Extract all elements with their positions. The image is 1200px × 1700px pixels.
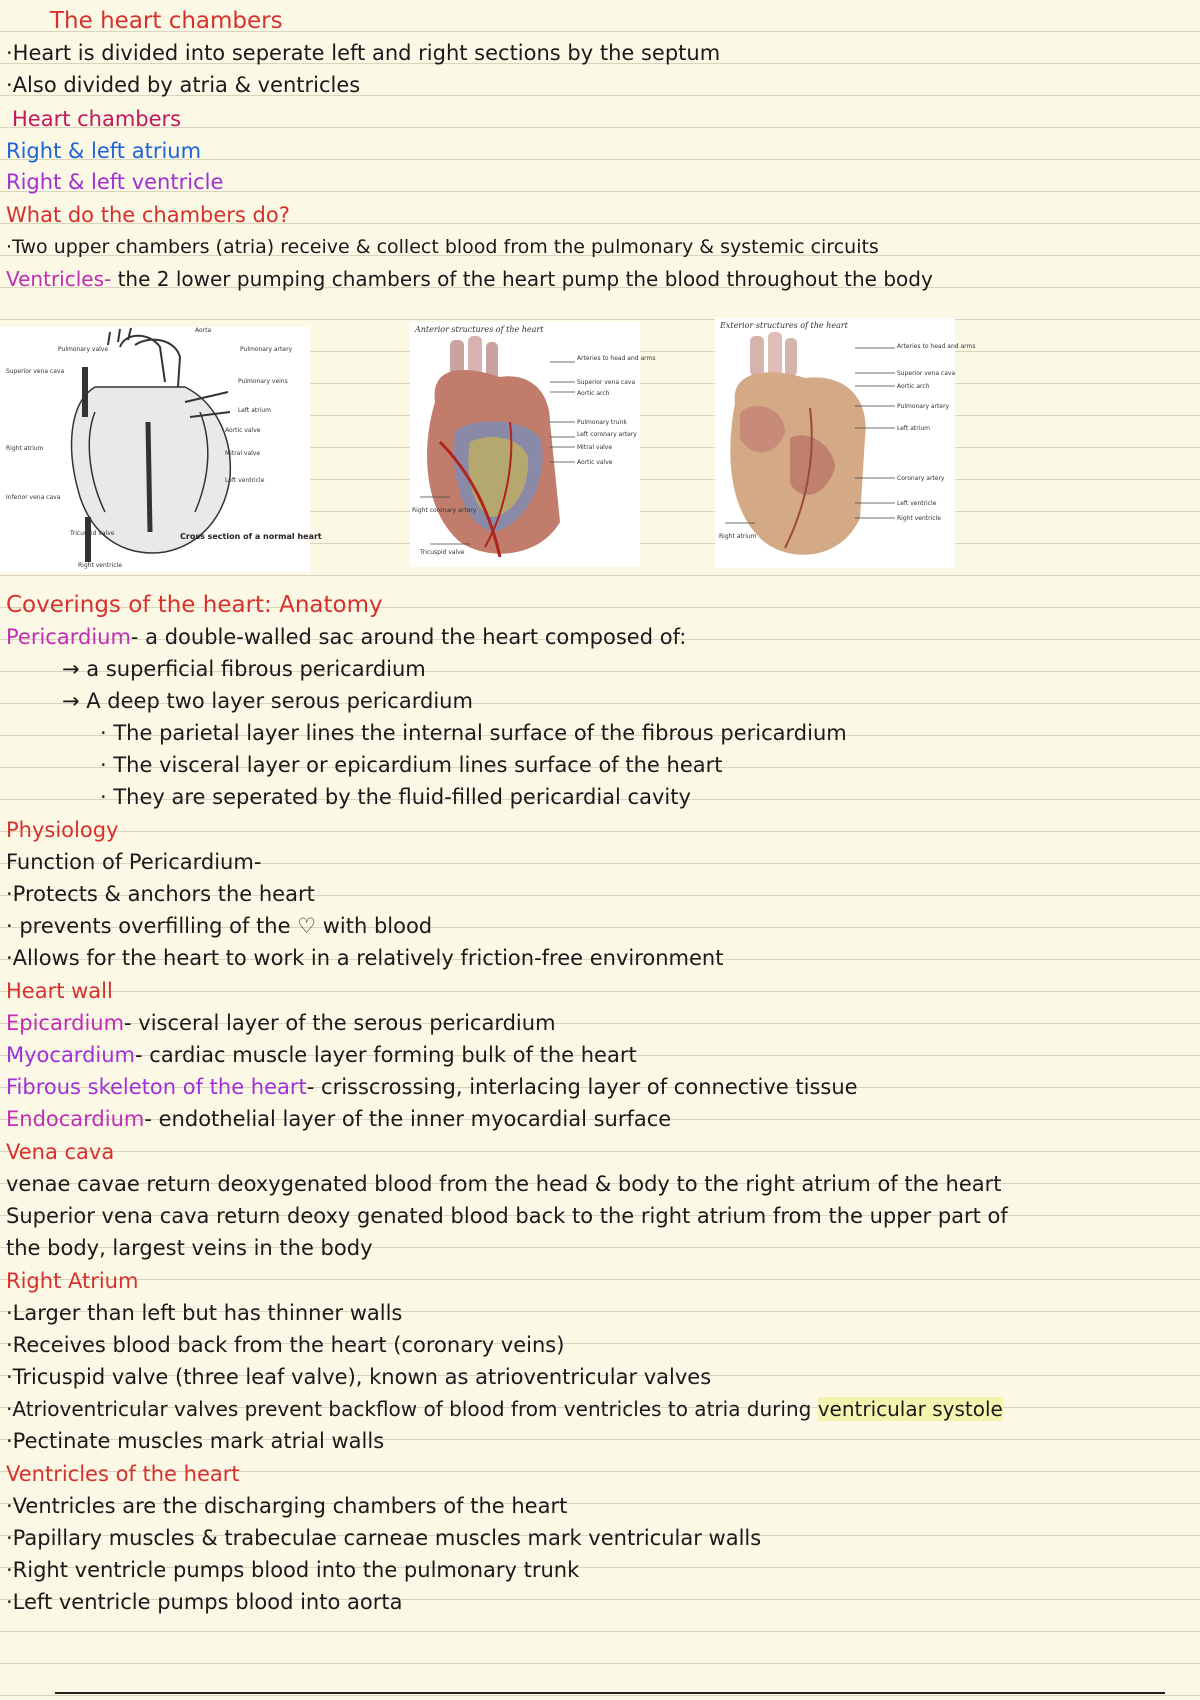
- vena-cava-heading: Vena cava: [6, 1140, 115, 1164]
- question-heading: What do the chambers do?: [6, 203, 290, 227]
- diagram-label: Left atrium: [238, 407, 272, 414]
- diagram-label: Aortic valve: [225, 427, 261, 434]
- figure-label: Right ventricle: [897, 515, 941, 522]
- figure-label: Arteries to head and arms: [577, 355, 656, 362]
- figure-label: Left ventricle: [897, 500, 937, 507]
- wall-layer-term: Endocardium: [6, 1107, 145, 1131]
- figure-caption: Anterior structures of the heart: [415, 325, 544, 334]
- function-heading: Function of Pericardium-: [6, 850, 262, 874]
- diagram-label: Pulmonary veins: [238, 378, 288, 385]
- av-valve-line: [6, 1394, 1003, 1424]
- vena-cava-line: the body, largest veins in the body: [6, 1236, 373, 1260]
- diagram-label: Pulmonary artery: [240, 346, 293, 353]
- pericardium-line: [6, 622, 686, 652]
- ventricles-text: the 2 lower pumping chambers of the heart pump the blood throughout the body: [111, 267, 933, 291]
- pericardium-subitem: → A deep two layer serous pericardium: [62, 689, 473, 713]
- ventricle-item-line: ·Right ventricle pumps blood into the pulmonary trunk: [6, 1558, 580, 1582]
- figure-label: Right atrium: [719, 533, 757, 540]
- pericardium-label: Pericardium: [6, 625, 131, 649]
- pericardium-definition: - a double-walled sac around the heart composed of:: [130, 625, 687, 649]
- chambers-heading: Heart chambers: [12, 107, 182, 131]
- diagram-label: Right ventricle: [78, 562, 122, 569]
- diagram-label: Tricuspid valve: [70, 530, 115, 537]
- function-item: ·Allows for the heart to work in a relatively friction-free environment: [6, 946, 724, 970]
- serous-layer-item: · They are seperated by the fluid-filled pericardial cavity: [100, 785, 691, 809]
- diagram-label: Pulmonary valve: [58, 346, 109, 353]
- ventricles-heading: Ventricles of the heart: [6, 1462, 240, 1486]
- wall-layer: [6, 1040, 637, 1070]
- diagram-label: Mitral valve: [225, 450, 261, 457]
- diagram-title: Cross section of a normal heart: [180, 532, 322, 541]
- figure-label: Pulmonary trunk: [577, 419, 627, 426]
- wall-layer-def: - crisscrossing, interlacing layer of connective tissue: [306, 1075, 858, 1099]
- serous-layer-item: · The visceral layer or epicardium lines surface of the heart: [100, 753, 723, 777]
- ventricle-item-line: ·Ventricles are the discharging chambers of the heart: [6, 1494, 568, 1518]
- wall-layer-def: - cardiac muscle layer forming bulk of the heart: [135, 1043, 637, 1067]
- diagram-label: Inferior vena cava: [6, 494, 61, 501]
- figure-label: Arteries to head and arms: [897, 343, 976, 350]
- figure-label: Left coronary artery: [577, 431, 637, 438]
- figure-caption: Exterior structures of the heart: [720, 321, 848, 330]
- atria-function: ·Two upper chambers (atria) receive & collect blood from the pulmonary & systemic circuits: [6, 236, 879, 258]
- figure-label: Coronary artery: [897, 475, 945, 482]
- page-bottom-rule: [55, 1692, 1165, 1694]
- diagram-label: Aorta: [195, 327, 212, 334]
- figure-label: Mitral valve: [577, 444, 613, 451]
- wall-layer-def: - endothelial layer of the inner myocardial surface: [144, 1107, 672, 1131]
- right-atrium-heading: Right Atrium: [6, 1269, 139, 1293]
- atrium-item: Right & left atrium: [6, 139, 202, 163]
- heart-anterior-illustration: [410, 322, 656, 567]
- figure-label: Aortic arch: [577, 390, 610, 397]
- av-valve-text: ·Atrioventricular valves prevent backflow of blood from ventricles to atria during: [6, 1397, 818, 1421]
- right-atrium-item: ·Tricuspid valve (three leaf valve), known as atrioventricular valves: [6, 1365, 712, 1389]
- wall-layer-term: Epicardium: [6, 1011, 125, 1035]
- wall-layer-term: Myocardium: [6, 1043, 136, 1067]
- ventricle-item: Right & left ventricle: [6, 170, 224, 194]
- wall-layer: [6, 1008, 556, 1038]
- coverings-heading: Coverings of the heart: Anatomy: [6, 592, 383, 618]
- wall-layer-term: Fibrous skeleton of the heart: [6, 1075, 307, 1099]
- page-title: The heart chambers: [50, 8, 283, 34]
- function-item: · prevents overfilling of the ♡ with blood: [6, 914, 433, 938]
- ventricle-item-line: ·Left ventricle pumps blood into aorta: [6, 1590, 403, 1614]
- figure-label: Right coronary artery: [412, 507, 477, 514]
- pericardium-subitem: → a superficial fibrous pericardium: [62, 657, 426, 681]
- heart-exterior-illustration: [715, 318, 976, 568]
- heart-cross-section-diagram: [0, 327, 322, 572]
- figure-label: Tricuspid valve: [420, 549, 465, 556]
- figure-label: Superior vena cava: [577, 379, 636, 386]
- serous-layer-item: · The parietal layer lines the internal surface of the fibrous pericardium: [100, 721, 847, 745]
- figure-label: Superior vena cava: [897, 370, 956, 377]
- ventricle-item-line: ·Papillary muscles & trabeculae carneae muscles mark ventricular walls: [6, 1526, 762, 1550]
- ventricles-label: Ventricles-: [6, 267, 112, 291]
- figure-label: Aortic valve: [577, 459, 613, 466]
- wall-layer-def: - visceral layer of the serous pericardium: [124, 1011, 556, 1035]
- diagram-label: Left ventricle: [225, 477, 265, 484]
- heart-wall-heading: Heart wall: [6, 979, 113, 1003]
- intro-line: ·Heart is divided into seperate left and right sections by the septum: [6, 41, 721, 65]
- vena-cava-line: Superior vena cava return deoxy genated blood back to the right atrium from the upper part of: [6, 1204, 1008, 1228]
- right-atrium-item: ·Larger than left but has thinner walls: [6, 1301, 403, 1325]
- vena-cava-line: venae cavae return deoxygenated blood from the head & body to the right atrium of the heart: [6, 1172, 1002, 1196]
- ventricles-function: [6, 264, 933, 294]
- intro-line: ·Also divided by atria & ventricles: [6, 73, 361, 97]
- physiology-heading: Physiology: [6, 818, 119, 842]
- diagram-label: Right atrium: [6, 445, 44, 452]
- diagram-label: Superior vena cava: [6, 368, 65, 375]
- figure-label: Aortic arch: [897, 383, 930, 390]
- right-atrium-item: ·Pectinate muscles mark atrial walls: [6, 1429, 385, 1453]
- right-atrium-item: ·Receives blood back from the heart (coronary veins): [6, 1333, 565, 1357]
- wall-layer: [6, 1072, 858, 1102]
- figure-label: Pulmonary artery: [897, 403, 950, 410]
- function-item: ·Protects & anchors the heart: [6, 882, 315, 906]
- figure-label: Left atrium: [897, 425, 931, 432]
- highlighted-term: ventricular systole: [817, 1397, 1003, 1421]
- wall-layer: [6, 1104, 671, 1134]
